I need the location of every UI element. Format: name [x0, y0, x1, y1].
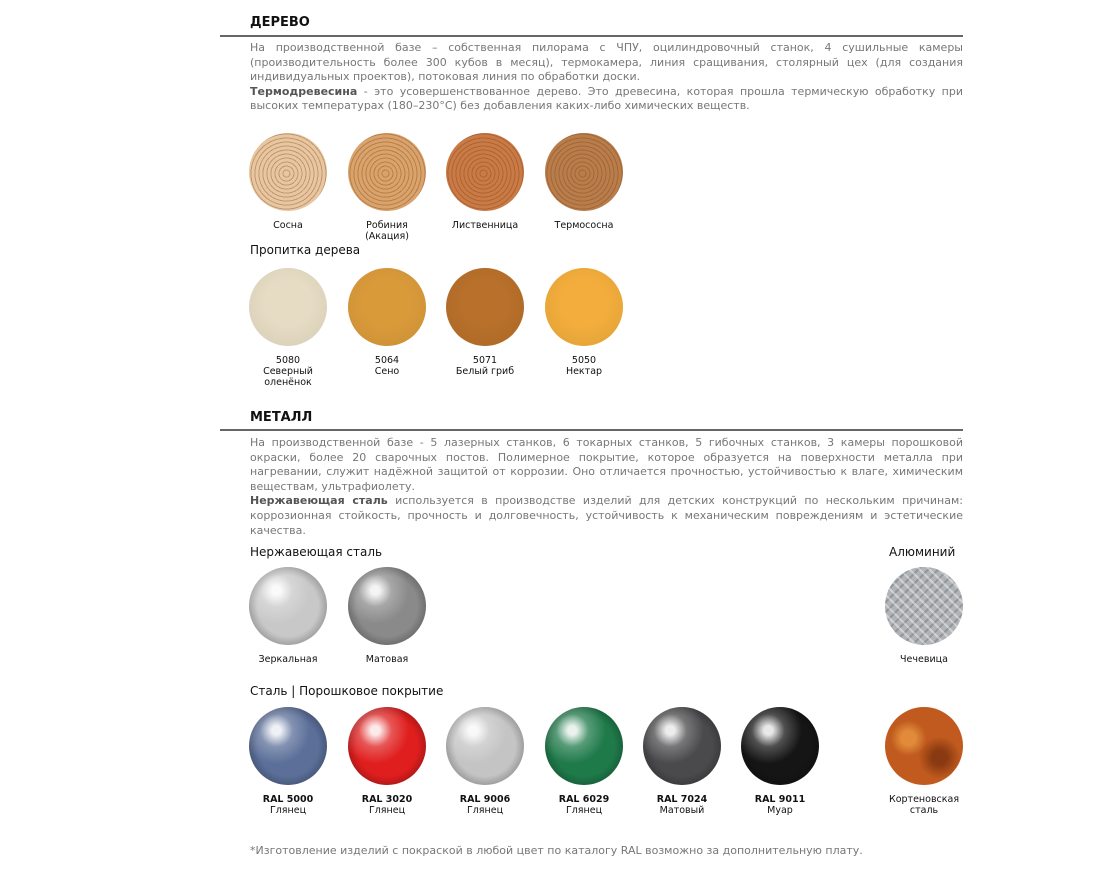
swatch-circle: [446, 707, 524, 785]
swatch: [348, 567, 426, 665]
swatch: [249, 707, 327, 816]
swatch: [446, 268, 524, 377]
aluminium-title: Алюминий: [889, 545, 956, 559]
label-line: Нектар: [565, 366, 603, 377]
swatch-label: [545, 794, 623, 816]
swatch-label: [741, 794, 819, 816]
label-line: Глянец: [466, 805, 504, 816]
swatch-circle: [643, 707, 721, 785]
wood-description: [250, 41, 963, 114]
label-line: Матовая: [365, 654, 409, 665]
swatch-circle: [741, 707, 819, 785]
swatch-label: [545, 355, 623, 377]
stainless-term: Нержавеющая сталь: [250, 494, 388, 508]
label-line: RAL 5000: [262, 794, 314, 805]
label-line: 5064: [374, 355, 400, 366]
divider: [220, 429, 963, 431]
swatch-circle: [446, 133, 524, 211]
label-line: RAL 7024: [656, 794, 708, 805]
label-line: RAL 3020: [361, 794, 413, 805]
swatch-label: [249, 355, 327, 388]
swatch-circle: [885, 707, 963, 785]
swatch: [741, 707, 819, 816]
swatch-label: [885, 794, 963, 816]
swatch: [249, 567, 327, 665]
metal-paragraph: На производственной базе - 5 лазерных станков, 6 токарных станков, 5 гибочных станков, 3 камеры порошковой окраски, более 20 сварочных постов. Полимерное покрытие, которое образуется на поверхности металла при нагревании, служит надёжной защитой от коррозии. Оно отличается прочностью, устойчивостью к влаге, химическим веществам, ультрафиолету.: [250, 436, 963, 493]
swatch-label: [249, 654, 327, 665]
swatch-label: [348, 654, 426, 665]
swatch-label: [348, 794, 426, 816]
label-line: 5071: [472, 355, 498, 366]
swatch: [446, 707, 524, 816]
label-line: Белый гриб: [455, 366, 515, 377]
footnote: *Изготовление изделий с покраской в любой цвет по каталогу RAL возможно за дополнительную плату.: [250, 844, 863, 857]
label-line: RAL 6029: [558, 794, 610, 805]
label-line: 5080: [275, 355, 301, 366]
stainless-title: Нержавеющая сталь: [250, 545, 383, 559]
swatch: [348, 268, 426, 377]
swatch-circle: [348, 567, 426, 645]
swatch-circle: [348, 268, 426, 346]
swatch: [446, 133, 524, 231]
swatch-label: [545, 220, 623, 231]
swatch-circle: [249, 268, 327, 346]
swatch: [545, 268, 623, 377]
swatch-label: [885, 654, 963, 665]
label-line: 5050: [571, 355, 597, 366]
divider: [220, 35, 963, 37]
swatch-label: [643, 794, 721, 816]
swatch-label: [348, 355, 426, 377]
label-line: Чечевица: [900, 654, 948, 665]
swatch-circle: [348, 707, 426, 785]
label-line: Северный оленёнок: [263, 366, 313, 388]
thermowood-term: Термодревесина: [250, 84, 358, 98]
metal-description: [250, 436, 963, 538]
swatch-label: [348, 220, 426, 242]
wood-title: ДЕРЕВО: [250, 15, 310, 30]
swatch: [348, 133, 426, 242]
label-line: Матовый: [659, 805, 705, 816]
swatch: [249, 133, 327, 231]
label-line: RAL 9006: [459, 794, 511, 805]
swatch-label: [446, 794, 524, 816]
swatch-circle: [545, 268, 623, 346]
label-line: Глянец: [269, 805, 307, 816]
swatch-label: [249, 794, 327, 816]
metal-title: МЕТАЛЛ: [250, 410, 313, 425]
label-line: Глянец: [368, 805, 406, 816]
label-line: Глянец: [565, 805, 603, 816]
stainless-paragraph: используется в производстве изделий для детских конструкций по нескольким причинам: коррозионная стойкость, прочность и долговечность, устойчивость к механическим повреждениям и эстетические качества.: [250, 494, 963, 537]
swatch: [545, 133, 623, 231]
swatch-label: [446, 220, 524, 231]
swatch: [885, 567, 963, 665]
wood-paragraph: На производственной базе – собственная пилорама с ЧПУ, оцилиндровочный станок, 4 сушильные камеры (производительность более 300 кубов в месяц), термокамера, линия сращивания, столярный цех (для создания индивидуальных проектов), потоковая линия по обработки доски.: [250, 41, 963, 84]
label-line: Сено: [374, 366, 400, 377]
swatch-circle: [885, 567, 963, 645]
swatch-circle: [545, 707, 623, 785]
swatch: [348, 707, 426, 816]
swatch-label: [446, 355, 524, 377]
swatch: [885, 707, 963, 816]
label-line: Лиственница: [451, 220, 519, 231]
label-line: RAL 9011: [754, 794, 806, 805]
swatch-circle: [348, 133, 426, 211]
swatch-circle: [545, 133, 623, 211]
thermowood-paragraph: - это усовершенствованное дерево. Это древесина, которая прошла термическую обработку при высоких температурах (180–230°C) без добавления каких-либо химических веществ.: [250, 84, 963, 113]
swatch-circle: [249, 707, 327, 785]
label-line: Робиния (Акация): [365, 220, 409, 242]
swatch-label: [249, 220, 327, 231]
swatch: [545, 707, 623, 816]
label-line: Зеркальная: [258, 654, 318, 665]
swatch-circle: [249, 567, 327, 645]
swatch-circle: [249, 133, 327, 211]
swatch: [249, 268, 327, 388]
label-line: Термососна: [554, 220, 614, 231]
powder-title: Сталь | Порошковое покрытие: [250, 684, 444, 698]
label-line: Муар: [767, 805, 793, 816]
impregnation-title: Пропитка дерева: [250, 243, 361, 257]
label-line: Кортеновская сталь: [888, 794, 960, 816]
label-line: Сосна: [273, 220, 303, 231]
swatch: [643, 707, 721, 816]
swatch-circle: [446, 268, 524, 346]
